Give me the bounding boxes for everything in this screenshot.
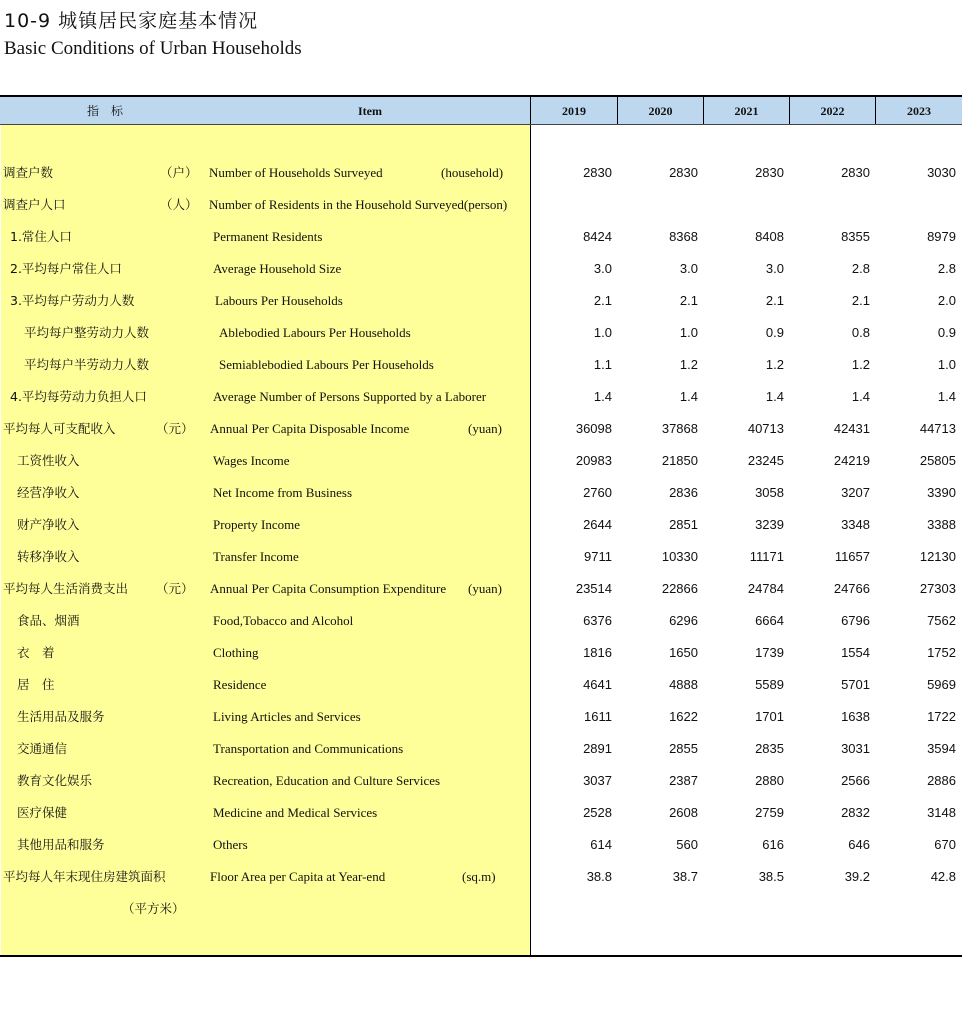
row-unit-cn: （元） [156,581,194,596]
cell-value-2019: 36098 [575,421,612,436]
cell-value-2023: 1752 [927,645,956,660]
cell-value-2019: 1.1 [593,357,612,372]
cell-value-2020: 2836 [669,485,698,500]
table-row [0,157,962,189]
table-top-rule [0,95,962,97]
table-row [0,317,962,349]
table-row [0,541,962,573]
table-row [0,637,962,669]
cell-value-2021: 3239 [755,517,784,532]
cell-value-2023: 8979 [927,229,956,244]
cell-value-2022: 0.8 [851,325,870,340]
cell-value-2021: 1739 [755,645,784,660]
cell-value-2023: 1.0 [937,357,956,372]
row-indicator-cn: 工资性收入 [17,453,80,468]
row-indicator-cn: 4.平均每劳动力负担人口 [10,389,147,404]
cell-value-2021: 2759 [755,805,784,820]
table-row [0,509,962,541]
cell-value-2022: 1638 [841,709,870,724]
row-indicator-cn: 生活用品及服务 [17,709,105,724]
cell-value-2023: 1.4 [937,389,956,404]
header-year-2023: 2023 [907,104,931,118]
cell-value-2019: 1.0 [593,325,612,340]
cell-value-2023: 2.8 [937,261,956,276]
row-unit-cn: （户） [160,165,198,180]
table-row [0,285,962,317]
row-indicator-cn: 平均每人生活消费支出 [3,581,129,596]
table-row [0,861,962,893]
table-row [0,765,962,797]
table-header [0,97,962,125]
cell-value-2019: 8424 [583,229,612,244]
table-row [0,733,962,765]
page-title-en: Basic Conditions of Urban Households [4,38,302,59]
table-bottom-rule [0,955,962,957]
cell-value-2022: 24219 [833,453,870,468]
row-item-en: Number of Households Surveyed [209,165,383,180]
cell-value-2019: 2644 [583,517,612,532]
row-indicator-cn: 居 住 [17,677,55,692]
row-item-en: Net Income from Business [213,485,353,500]
cell-value-2022: 11657 [834,549,870,564]
cell-value-2021: 11171 [749,549,784,564]
cell-value-2019: 2891 [583,741,612,756]
cell-value-2021: 1701 [755,709,784,724]
row-item-en: Transportation and Communications [213,741,404,756]
row-indicator-cn: 1.常住人口 [10,229,72,244]
row-indicator-cn: 2.平均每户常住人口 [10,261,122,276]
cell-value-2023: 1722 [927,709,956,724]
cell-value-2022: 6796 [841,613,870,628]
cell-value-2020: 2830 [669,165,698,180]
cell-value-2019: 3037 [583,773,612,788]
row-unit-en: (sq.m) [462,869,496,884]
cell-value-2023: 2886 [927,773,956,788]
cell-value-2022: 2830 [841,165,870,180]
row-item-en: Clothing [213,645,259,660]
cell-value-2023: 25805 [919,453,956,468]
cell-value-2019: 2.1 [593,293,612,308]
row-item-en: Wages Income [213,453,290,468]
table-row [0,381,962,413]
cell-value-2022: 2566 [841,773,870,788]
row-indicator-cn: 平均每户整劳动力人数 [24,325,150,340]
cell-value-2021: 3058 [755,485,784,500]
cell-value-2020: 37868 [661,421,698,436]
row-indicator-cn: 3.平均每户劳动力人数 [10,293,135,308]
row-item-en: Annual Per Capita Consumption Expenditure [210,581,447,596]
cell-value-2021: 616 [762,837,784,852]
table-row [0,445,962,477]
row-unit-cn: （平方米） [122,901,185,916]
row-item-en: Recreation, Education and Culture Services [213,773,441,788]
row-item-en: Living Articles and Services [213,709,361,724]
cell-value-2022: 1.2 [851,357,870,372]
row-item-en: Semiablebodied Labours Per Households [219,357,434,372]
cell-value-2023: 3390 [927,485,956,500]
row-indicator-cn: 调查户数 [3,165,54,180]
row-indicator-cn: 交通通信 [17,741,68,756]
row-item-en: Food,Tobacco and Alcohol [213,613,354,628]
table-row [0,605,962,637]
cell-value-2019: 1.4 [593,389,612,404]
row-indicator-cn: 转移净收入 [17,549,80,564]
cell-value-2020: 1.4 [679,389,698,404]
header-year-2021: 2021 [734,104,759,118]
row-unit-cn: （人） [160,197,198,212]
cell-value-2021: 8408 [755,229,784,244]
row-item-en: Annual Per Capita Disposable Income [210,421,410,436]
cell-value-2020: 22866 [661,581,698,596]
cell-value-2023: 5969 [927,677,956,692]
row-indicator-cn: 平均每户半劳动力人数 [24,357,150,372]
cell-value-2019: 23514 [575,581,612,596]
row-item-en: Residence [213,677,267,692]
cell-value-2022: 3207 [841,485,870,500]
cell-value-2019: 6376 [583,613,612,628]
cell-value-2021: 23245 [747,453,784,468]
row-item-en: Permanent Residents [213,229,323,244]
table-row [0,413,962,445]
cell-value-2020: 2608 [669,805,698,820]
cell-value-2023: 12130 [919,549,956,564]
row-indicator-cn: 平均每人年末现住房建筑面积 [3,869,166,884]
cell-value-2022: 2832 [841,805,870,820]
cell-value-2023: 3594 [927,741,956,756]
cell-value-2020: 38.7 [672,869,698,884]
cell-value-2022: 646 [848,837,870,852]
row-indicator-cn: 衣 着 [17,645,55,660]
cell-value-2021: 0.9 [765,325,784,340]
table-row [0,189,962,221]
cell-value-2019: 3.0 [593,261,612,276]
header-year-2020: 2020 [648,104,673,118]
row-unit-en: (yuan) [468,581,502,596]
cell-value-2019: 4641 [583,677,612,692]
cell-value-2020: 1650 [669,645,698,660]
row-unit-cn: （元） [156,421,194,436]
cell-value-2023: 27303 [919,581,956,596]
cell-value-2021: 2880 [755,773,784,788]
cell-value-2021: 1.4 [765,389,784,404]
cell-value-2023: 3030 [927,165,956,180]
table-row [0,221,962,253]
cell-value-2020: 21850 [661,453,698,468]
header-year-2022: 2022 [820,104,845,118]
header-year-2019: 2019 [562,104,586,118]
row-item-en: Floor Area per Capita at Year-end [210,869,386,884]
cell-value-2020: 10330 [661,549,698,564]
row-indicator-cn: 医疗保健 [17,805,68,820]
cell-value-2023: 3148 [927,805,956,820]
cell-value-2019: 2528 [583,805,612,820]
row-indicator-cn: 调查户人口 [3,197,66,212]
row-item-en: Transfer Income [213,549,299,564]
header-item: Item [358,104,382,118]
header-indicator: 指 标 [86,104,123,118]
row-unit-en: (yuan) [468,421,502,436]
cell-value-2019: 614 [590,837,612,852]
cell-value-2023: 2.0 [937,293,956,308]
cell-value-2021: 2.1 [765,293,784,308]
table-row [0,349,962,381]
row-indicator-cn: 财产净收入 [17,517,80,532]
cell-value-2021: 1.2 [765,357,784,372]
cell-value-2023: 7562 [927,613,956,628]
row-item-en: Property Income [213,517,301,532]
cell-value-2022: 3348 [841,517,870,532]
table-row [0,701,962,733]
cell-value-2022: 1554 [841,645,870,660]
cell-value-2020: 2387 [669,773,698,788]
data-table [0,95,962,957]
table-row [0,797,962,829]
cell-value-2020: 3.0 [679,261,698,276]
row-indicator-cn: 食品、烟酒 [17,613,80,628]
cell-value-2019: 1611 [584,709,612,724]
cell-value-2022: 3031 [841,741,870,756]
row-indicator-cn: 教育文化娱乐 [17,773,93,788]
table-row [0,573,962,605]
cell-value-2020: 1.0 [679,325,698,340]
cell-value-2021: 40713 [747,421,784,436]
row-item-en: Number of Residents in the Household Surveyed(person) [209,197,508,212]
cell-value-2023: 44713 [919,421,956,436]
row-item-en: Average Number of Persons Supported by a Laborer [213,389,487,404]
cell-value-2021: 2835 [755,741,784,756]
cell-value-2020: 4888 [669,677,698,692]
cell-value-2020: 6296 [669,613,698,628]
table-row [0,829,962,861]
cell-value-2022: 42431 [833,421,870,436]
table-row [0,477,962,509]
table-row [0,253,962,285]
row-indicator-cn: 其他用品和服务 [17,837,105,852]
cell-value-2020: 1.2 [679,357,698,372]
cell-value-2021: 3.0 [765,261,784,276]
cell-value-2021: 6664 [755,613,784,628]
cell-value-2020: 8368 [669,229,698,244]
row-item-en: Ablebodied Labours Per Households [219,325,411,340]
cell-value-2023: 0.9 [937,325,956,340]
cell-value-2020: 560 [676,837,698,852]
row-indicator-cn: 经营净收入 [17,485,80,500]
cell-value-2023: 42.8 [930,869,956,884]
cell-value-2019: 9711 [584,549,612,564]
row-item-en: Labours Per Households [215,293,343,308]
cell-value-2019: 20983 [575,453,612,468]
cell-value-2019: 2830 [583,165,612,180]
row-unit-en: (household) [441,165,504,180]
cell-value-2023: 670 [934,837,956,852]
cell-value-2020: 2851 [669,517,698,532]
cell-value-2020: 1622 [669,709,698,724]
page-title-cn: 10-9 城镇居民家庭基本情况 [4,10,259,32]
cell-value-2019: 38.8 [586,869,612,884]
cell-value-2020: 2855 [669,741,698,756]
row-indicator-cn: 平均每人可支配收入 [3,421,116,436]
cell-value-2023: 3388 [927,517,956,532]
cell-value-2022: 2.1 [851,293,870,308]
table-row-unit-continuation [0,893,530,925]
cell-value-2021: 24784 [747,581,784,596]
cell-value-2022: 2.8 [851,261,870,276]
row-item-en: Others [213,837,248,852]
cell-value-2022: 8355 [841,229,870,244]
cell-value-2021: 38.5 [758,869,784,884]
cell-value-2020: 2.1 [679,293,698,308]
row-item-en: Medicine and Medical Services [213,805,378,820]
cell-value-2021: 2830 [755,165,784,180]
table-row [0,669,962,701]
cell-value-2022: 39.2 [844,869,870,884]
cell-value-2021: 5589 [755,677,784,692]
cell-value-2022: 1.4 [851,389,870,404]
cell-value-2019: 1816 [583,645,612,660]
cell-value-2019: 2760 [583,485,612,500]
row-item-en: Average Household Size [213,261,342,276]
cell-value-2022: 5701 [841,677,870,692]
cell-value-2022: 24766 [833,581,870,596]
